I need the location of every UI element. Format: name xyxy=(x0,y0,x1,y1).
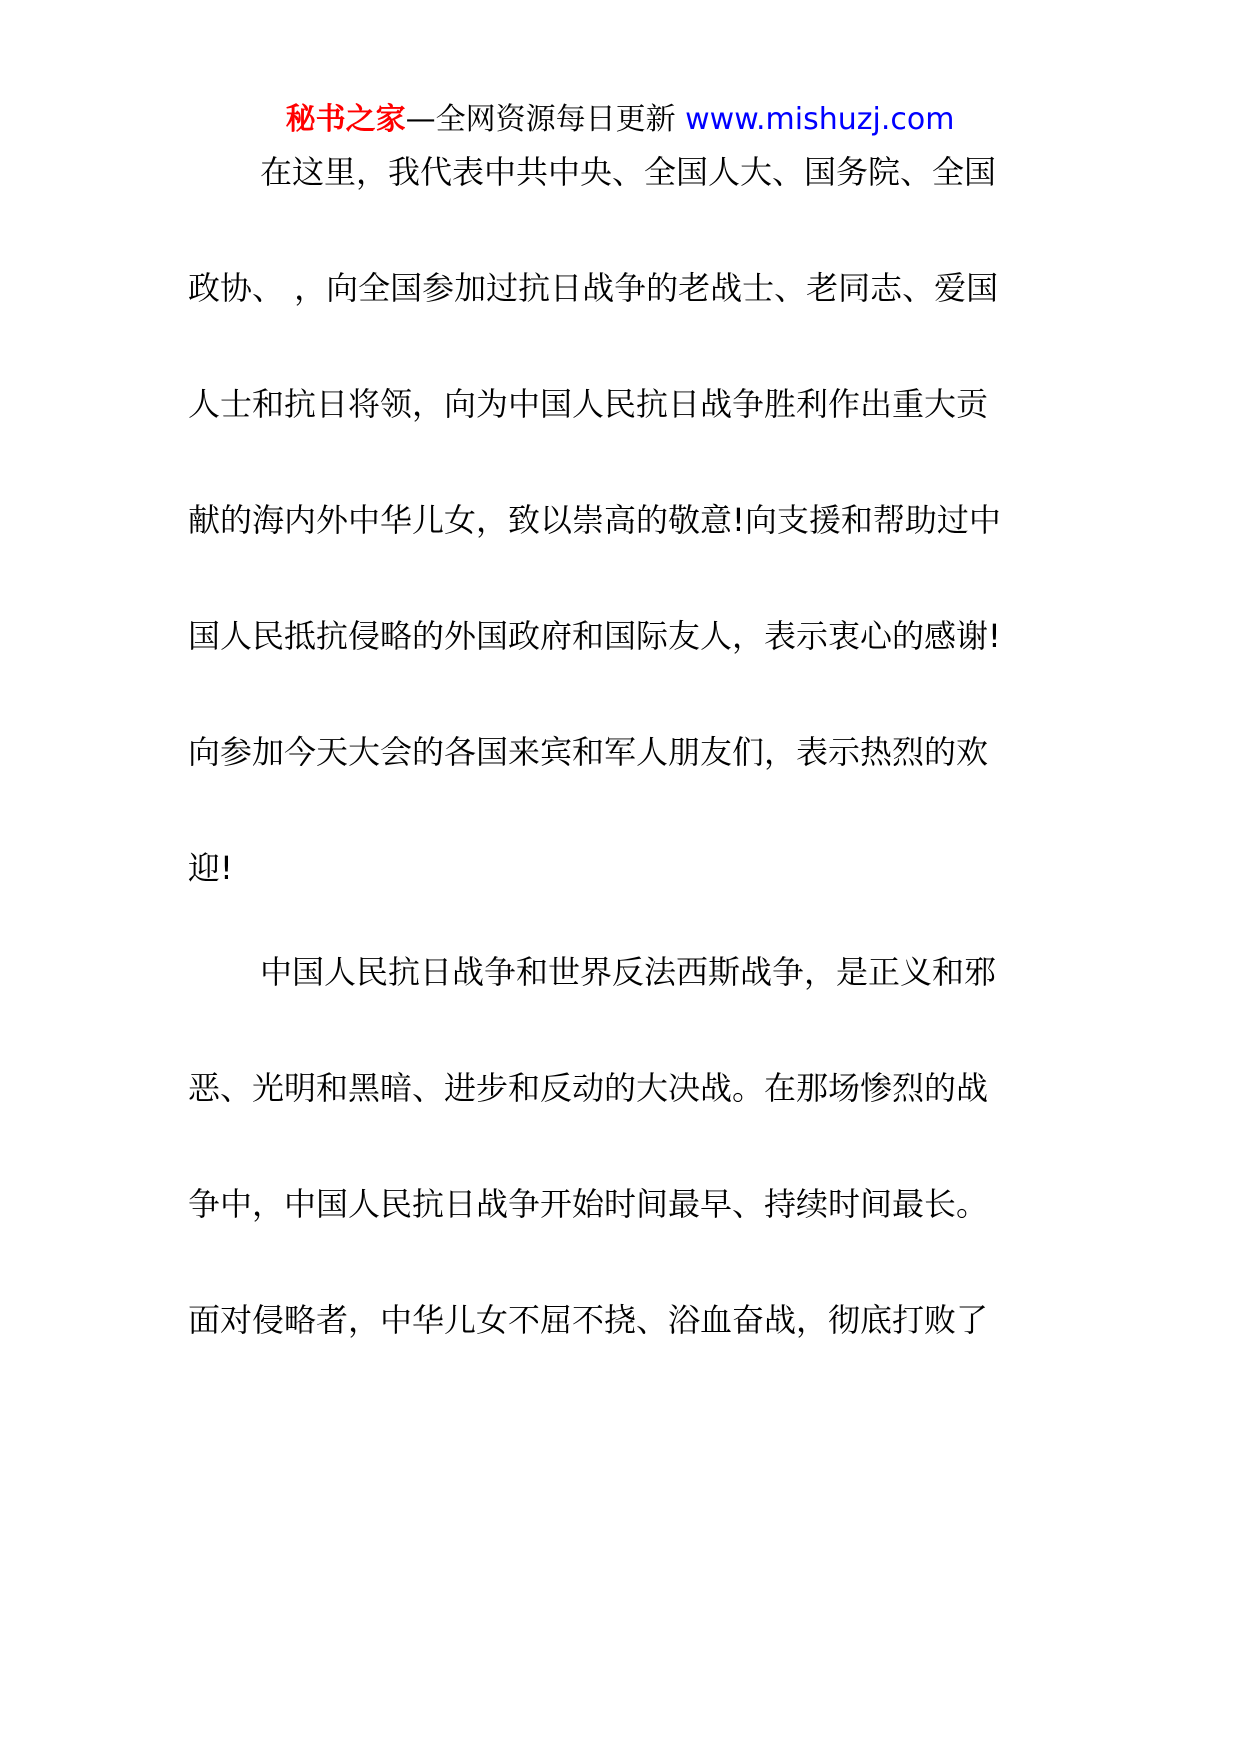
paragraph-1-line-7: 迎! xyxy=(188,849,233,887)
paragraph-1-line-5: 国人民抵抗侵略的外国政府和国际友人，表示衷心的感谢! xyxy=(188,617,1001,655)
paragraph-1-line-6: 向参加今天大会的各国来宾和军人朋友们，表示热烈的欢 xyxy=(188,733,989,771)
paragraph-1-line-1: 在这里，我代表中共中央、全国人大、国务院、全国 xyxy=(260,153,997,191)
paragraph-1-line-2: 政协、 ，向全国参加过抗日战争的老战士、老同志、爱国 xyxy=(188,269,999,307)
paragraph-2-line-1: 中国人民抗日战争和世界反法西斯战争，是正义和邪 xyxy=(260,953,997,991)
paragraph-1-line-3: 人士和抗日将领，向为中国人民抗日战争胜利作出重大贡 xyxy=(188,385,989,423)
paragraph-2-line-3: 争中，中国人民抗日战争开始时间最早、持续时间最长。 xyxy=(188,1185,989,1223)
brand-name: 秘书之家 xyxy=(285,102,406,137)
header-url[interactable]: www.mishuzj.com xyxy=(685,102,955,137)
paragraph-2-line-4: 面对侵略者，中华儿女不屈不挠、浴血奋战，彻底打败了 xyxy=(188,1301,989,1339)
paragraph-2-line-2: 恶、光明和黑暗、进步和反动的大决战。在那场惨烈的战 xyxy=(188,1069,989,1107)
paragraph-1-line-4: 献的海内外中华儿女，致以崇高的敬意!向支援和帮助过中 xyxy=(188,501,1001,539)
header-tagline: —全网资源每日更新 xyxy=(405,102,676,137)
page-header xyxy=(0,100,1240,140)
